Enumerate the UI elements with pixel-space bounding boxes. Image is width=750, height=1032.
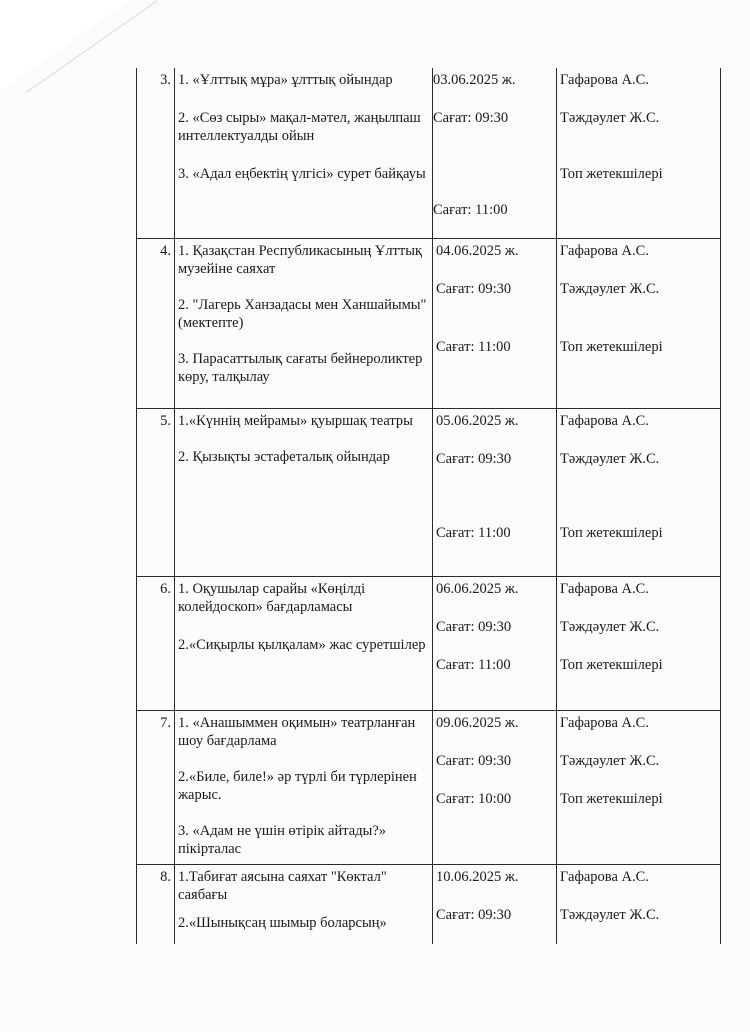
row-number: 8.	[137, 864, 175, 944]
responsible-person: Тәждәулет Ж.С.	[560, 906, 660, 923]
responsible-person: Гафарова А.С.	[560, 242, 649, 259]
activity-item: 1.«Күннің мейрамы» қуыршақ театры	[178, 412, 413, 429]
activity-item: 3. «Адал еңбектің үлгісі» сурет байқауы	[178, 166, 426, 182]
responsible-person: Гафарова А.С.	[560, 580, 649, 597]
activity-item: 3. Парасаттылық сағаты бейнероликтер көру, талқылау	[178, 350, 423, 385]
responsible-cell	[557, 710, 721, 864]
schedule-table	[136, 68, 721, 944]
time-text: Сағат: 09:30	[436, 906, 512, 923]
row-number: 3.	[137, 68, 175, 238]
table-row	[137, 408, 721, 576]
responsible-person: Гафарова А.С.	[560, 868, 649, 885]
responsible-person: Тәждәулет Ж.С.	[560, 110, 660, 126]
row-number: 6.	[137, 576, 175, 710]
responsible-cell	[557, 864, 721, 944]
time-text: Сағат: 11:00	[433, 202, 508, 218]
responsible-person: Топ жетекшілері	[560, 166, 663, 182]
date-text: 10.06.2025 ж.	[436, 868, 519, 885]
activity-item: 1.Табиғат аясына саяхат "Көктал" саябағы	[178, 868, 387, 903]
responsible-person: Топ жетекшілері	[560, 524, 663, 541]
date-cell	[433, 864, 557, 944]
table-row	[137, 238, 721, 408]
table-row	[137, 576, 721, 710]
activity-item: 2.«Сиқырлы қылқалам» жас суретшілер	[178, 636, 426, 653]
time-text: Сағат: 09:30	[436, 450, 512, 467]
date-text: 03.06.2025 ж.	[433, 72, 516, 88]
activity-item: 2. Қызықты эстафеталық ойындар	[178, 448, 390, 465]
responsible-person: Гафарова А.С.	[560, 72, 649, 88]
activity-item: 2.«Биле, биле!» әр түрлі би түрлерінен жарыс.	[178, 768, 417, 803]
responsible-person: Тәждәулет Ж.С.	[560, 450, 660, 467]
activity-item: 2. «Сөз сыры» мақал-мәтел, жаңылпаш интеллектуалды ойын	[178, 110, 421, 144]
activity-item: 2. "Лагерь Ханзадасы мен Ханшайымы" (мектепте)	[178, 296, 427, 331]
time-text: Сағат: 11:00	[436, 524, 511, 541]
table-row	[137, 710, 721, 864]
responsible-person: Гафарова А.С.	[560, 714, 649, 731]
responsible-person: Тәждәулет Ж.С.	[560, 752, 660, 769]
activity-item: 1. Қазақстан Республикасының Ұлттық музейіне саяхат	[178, 242, 423, 277]
date-text: 04.06.2025 ж.	[436, 242, 519, 259]
date-cell	[433, 238, 557, 408]
activity-item: 1. «Ұлттық мұра» ұлттық ойындар	[178, 72, 393, 88]
responsible-cell	[557, 408, 721, 576]
activity-item: 1. «Анашыммен оқимын» театрланған шоу бағдарлама	[178, 714, 416, 749]
responsible-person: Тәждәулет Ж.С.	[560, 618, 660, 635]
activities-cell	[175, 710, 433, 864]
responsible-person: Гафарова А.С.	[560, 412, 649, 429]
time-text: Сағат: 11:00	[436, 338, 511, 355]
responsible-person: Топ жетекшілері	[560, 338, 663, 355]
date-cell	[433, 710, 557, 864]
row-number: 4.	[137, 238, 175, 408]
responsible-person: Топ жетекшілері	[560, 790, 663, 807]
row-number: 7.	[137, 710, 175, 864]
responsible-cell	[557, 576, 721, 710]
responsible-cell	[557, 238, 721, 408]
activity-item: 1. Оқушылар сарайы «Көңілді колейдоскоп» бағдарламасы	[178, 580, 366, 615]
responsible-person: Тәждәулет Ж.С.	[560, 280, 660, 297]
time-text: Сағат: 10:00	[436, 790, 512, 807]
date-cell	[433, 408, 557, 576]
activity-item: 3. «Адам не үшін өтірік айтады?» пікірталас	[178, 822, 386, 857]
time-text: Сағат: 09:30	[436, 752, 512, 769]
time-text: Сағат: 11:00	[436, 656, 511, 673]
page-fold	[0, 0, 130, 92]
table-row	[137, 68, 721, 238]
date-text: 09.06.2025 ж.	[436, 714, 519, 731]
row-number: 5.	[137, 408, 175, 576]
responsible-cell	[557, 68, 721, 238]
activities-cell	[175, 68, 433, 238]
table-row	[137, 864, 721, 944]
date-text: 06.06.2025 ж.	[436, 580, 519, 597]
activity-item: 2.«Шынықсаң шымыр боларсың»	[178, 914, 387, 931]
activities-cell	[175, 576, 433, 710]
responsible-person: Топ жетекшілері	[560, 656, 663, 673]
time-text: Сағат: 09:30	[433, 110, 509, 126]
date-text: 05.06.2025 ж.	[436, 412, 519, 429]
time-text: Сағат: 09:30	[436, 280, 512, 297]
activities-cell	[175, 408, 433, 576]
time-text: Сағат: 09:30	[436, 618, 512, 635]
activities-cell	[175, 864, 433, 944]
date-cell	[433, 576, 557, 710]
activities-cell	[175, 238, 433, 408]
date-cell	[433, 68, 557, 238]
